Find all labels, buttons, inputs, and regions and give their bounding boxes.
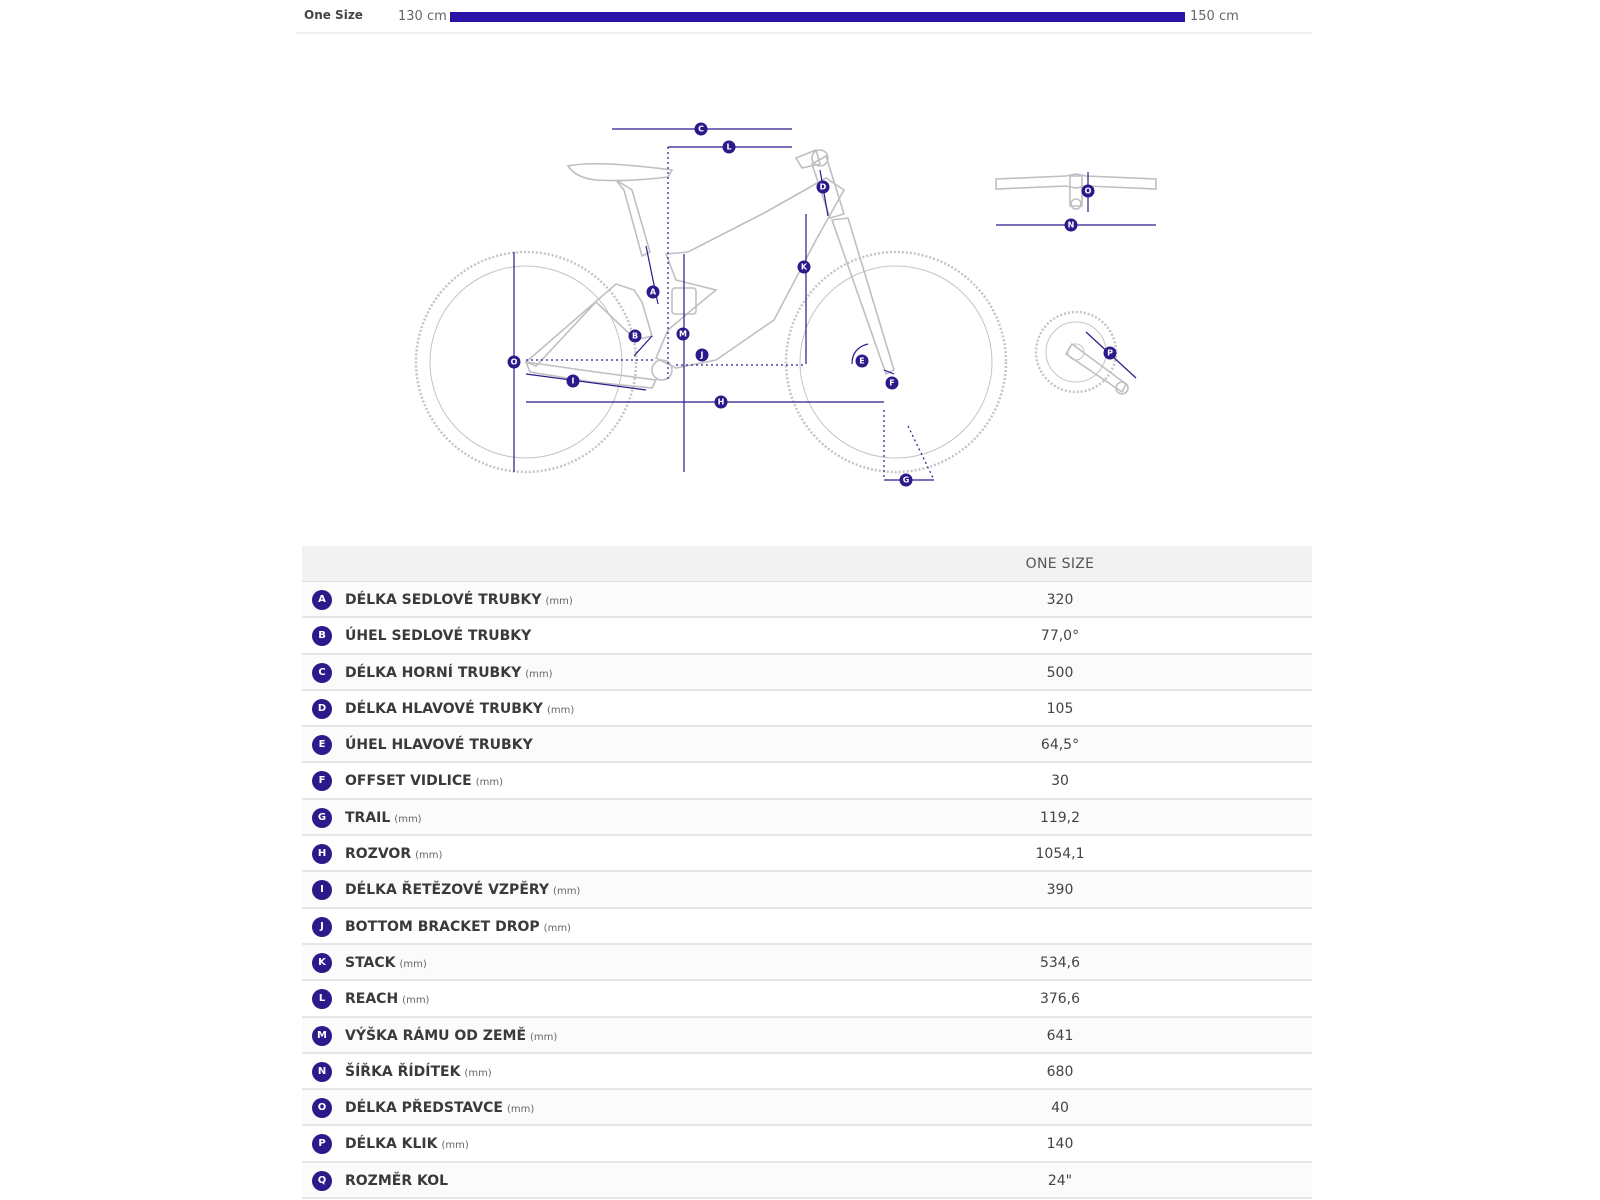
geometry-table-body [302,582,1312,1199]
badge-i [567,375,580,388]
row-unit: (mm) [399,958,427,970]
row-value: 1054,1 [1035,846,1085,863]
row-letter-badge: G [312,808,332,828]
geometry-table [302,546,1312,1199]
row-letter-badge: Q [312,1171,332,1191]
row-unit: (mm) [553,886,581,898]
dimension-lines [514,129,1156,480]
svg-text:O: O [510,357,518,367]
row-name-text: ÚHEL HLAVOVÉ TRUBKY [345,737,533,754]
svg-text:E: E [859,356,865,366]
badge-e [856,355,869,368]
row-name-text: DÉLKA HORNÍ TRUBKY [345,664,522,681]
row-value: 40 [1051,1100,1069,1117]
row-name [345,836,442,874]
size-range-max: 150 cm [1190,9,1239,24]
row-letter-badge: C [312,663,332,683]
row-name [345,727,537,765]
row-value: 119,2 [1039,809,1081,826]
table-row [302,909,1312,945]
row-value: 30 [1051,773,1069,790]
row-unit: (mm) [545,596,573,607]
row-name [345,909,571,947]
row-unit: (mm) [530,1031,558,1043]
row-value: 140 [1046,1136,1074,1153]
table-row [302,1163,1312,1199]
row-letter-badge: F [312,771,332,791]
badge-d [817,181,830,194]
svg-text:I: I [571,376,575,386]
badge-n [1065,219,1078,232]
size-range-fill [450,12,1185,22]
table-row [302,655,1312,691]
row-name-text: DÉLKA ŘETĚZOVÉ VZPĚRY [345,882,550,899]
svg-text:J: J [700,350,704,360]
bike-geometry-diagram [296,40,1312,510]
row-name [345,1018,557,1056]
row-name-text: VÝŠKA RÁMU OD ZEMĚ [345,1027,527,1044]
row-letter-badge: D [312,699,332,719]
table-row [302,1126,1312,1162]
row-name-text: REACH [345,991,399,1008]
row-value: 390 [1046,882,1074,899]
row-name-text: DÉLKA HLAVOVÉ TRUBKY [345,700,543,717]
row-name-text: OFFSET VIDLICE [345,773,472,790]
row-letter-badge: L [312,989,332,1009]
row-unit: (mm) [394,813,422,825]
row-unit: (mm) [507,1104,535,1116]
row-name [345,1054,492,1092]
table-row [302,582,1312,618]
row-name [345,655,553,693]
table-row [302,981,1312,1017]
badge-m [677,328,690,341]
row-name-text: STACK [345,954,396,971]
row-letter-badge: B [312,626,332,646]
row-name-text: DÉLKA SEDLOVÉ TRUBKY [345,592,542,608]
row-unit: (mm) [546,704,575,716]
row-name [345,872,580,910]
badge-k [798,261,811,274]
size-name: One Size [304,8,363,22]
row-letter-badge: A [312,590,332,610]
row-name-text: DÉLKA KLIK [345,1136,438,1153]
badge-o-stem [1082,185,1095,198]
row-value: 64,5° [1040,737,1080,754]
row-letter-badge: E [312,735,332,755]
badge-c [695,123,708,136]
size-range-bar [296,0,1312,34]
size-range-min: 130 cm [398,9,447,24]
svg-text:M: M [679,329,687,339]
bike-geometry-svg [296,40,1312,510]
row-value: 77,0° [1040,628,1080,645]
row-letter-badge: J [312,917,332,937]
row-name-text: TRAIL [345,809,391,826]
handlebar-top-view [996,174,1156,209]
table-row [302,1090,1312,1126]
row-name [345,800,422,838]
size-range-track [450,12,1185,22]
row-letter-badge: P [312,1134,332,1154]
row-name-text: ÚHEL SEDLOVÉ TRUBKY [345,628,532,645]
row-unit: (mm) [464,1067,492,1079]
svg-text:A: A [649,287,657,297]
svg-text:C: C [698,124,704,134]
svg-text:K: K [800,262,808,272]
row-name [345,981,429,1019]
row-letter-badge: K [312,953,332,973]
table-row [302,691,1312,727]
row-unit: (mm) [475,777,504,789]
row-letter-badge: O [312,1098,332,1118]
row-name [345,582,573,620]
row-unit: (mm) [402,995,430,1007]
row-name-text: DÉLKA PŘEDSTAVCE [345,1100,503,1117]
table-row [302,945,1312,981]
row-value: 534,6 [1039,954,1081,971]
row-letter-badge: N [312,1062,332,1082]
badge-f [886,377,899,390]
row-name [345,618,535,656]
row-unit: (mm) [415,850,443,862]
table-row [302,872,1312,908]
row-value: 376,6 [1039,991,1081,1008]
row-name-text: ROZVOR [345,846,412,863]
table-row [302,763,1312,799]
row-name [345,1090,534,1128]
table-row [302,1018,1312,1054]
badge-l [723,141,736,154]
badge-j [696,349,709,362]
row-name [345,763,503,801]
row-name-text: ROZMĚR KOL [345,1172,449,1189]
table-row [302,727,1312,763]
row-name-text: BOTTOM BRACKET DROP [345,918,540,935]
badge-a [647,286,660,299]
row-value: 500 [1046,664,1074,681]
row-name-text: ŠÍŘKA ŘÍDÍTEK [345,1063,461,1080]
row-value: 680 [1046,1063,1074,1080]
badge-p [1104,347,1117,360]
row-name [345,691,574,729]
row-name [345,1163,452,1200]
badge-b [629,330,642,343]
row-value: 24" [1047,1172,1073,1189]
row-unit: (mm) [543,922,571,934]
row-value: 320 [1046,592,1074,608]
row-name [345,1126,469,1164]
row-unit: (mm) [441,1140,469,1152]
svg-text:B: B [631,331,639,341]
badge-h [715,396,728,409]
row-letter-badge: H [312,844,332,864]
svg-text:H: H [717,397,725,407]
row-unit: (mm) [525,668,553,680]
svg-text:P: P [1107,348,1113,358]
table-row [302,836,1312,872]
geometry-table-header [302,546,1312,582]
row-letter-badge: M [312,1026,332,1046]
column-header-one-size: ONE SIZE [1025,556,1095,572]
front-wheel [786,252,1006,472]
svg-text:G: G [902,475,910,485]
row-value: 105 [1046,700,1074,717]
row-value: 641 [1046,1027,1074,1044]
row-name [345,945,427,983]
table-row [302,1054,1312,1090]
svg-text:N: N [1067,220,1075,230]
svg-text:O: O [1084,186,1092,196]
row-letter-badge: I [312,880,332,900]
table-row [302,800,1312,836]
table-row [302,618,1312,654]
badge-g [900,474,913,487]
svg-text:L: L [726,142,732,152]
badge-o-left [508,356,521,369]
svg-text:F: F [889,378,895,388]
svg-text:D: D [819,182,827,192]
